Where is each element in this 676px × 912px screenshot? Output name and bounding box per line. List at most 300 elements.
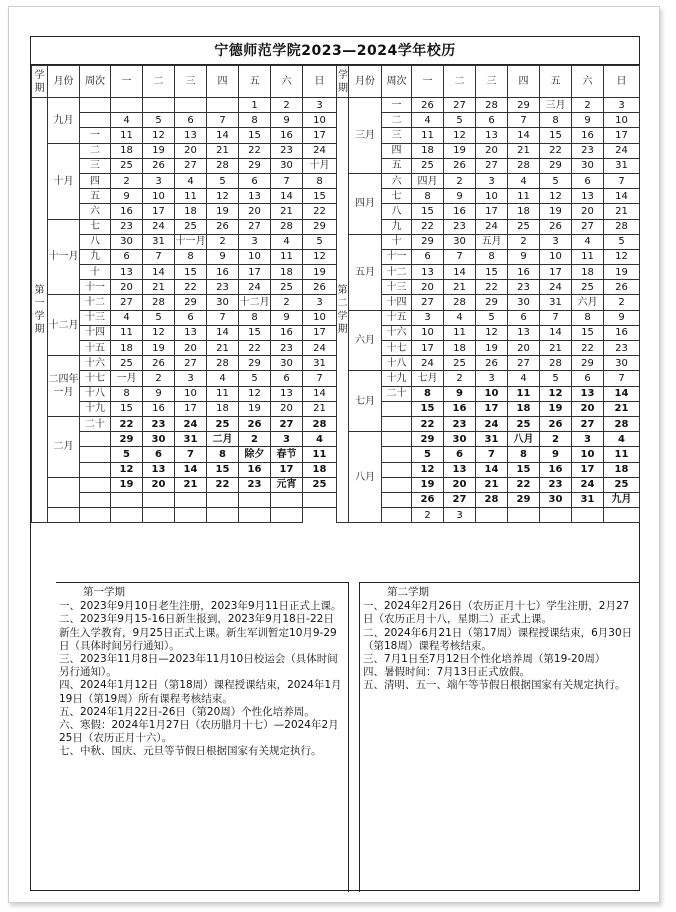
- date-cell: 4: [111, 310, 143, 325]
- date-cell: 12: [207, 189, 239, 204]
- date-cell: 21: [604, 204, 640, 219]
- weekday-header: 一: [111, 66, 143, 98]
- date-cell: 13: [175, 325, 207, 340]
- week-row: [32, 477, 337, 492]
- date-cell: 18: [572, 265, 604, 280]
- week-row: [337, 386, 640, 401]
- date-cell: 27: [239, 219, 271, 234]
- date-cell: 9: [111, 189, 143, 204]
- date-cell: 14: [540, 325, 572, 340]
- date-cell: 7: [271, 173, 303, 188]
- date-cell: 6: [444, 447, 476, 462]
- week-number-cell: 十九: [382, 371, 412, 386]
- date-cell: 4: [508, 173, 540, 188]
- month-header: 月份: [349, 66, 382, 98]
- date-cell: 25: [572, 280, 604, 295]
- date-cell: [572, 508, 604, 523]
- date-cell: 二月: [207, 432, 239, 447]
- date-cell: 10: [239, 249, 271, 264]
- date-cell: 24: [303, 341, 337, 356]
- date-cell: 八月: [508, 432, 540, 447]
- date-cell: 4: [572, 234, 604, 249]
- date-cell: 一月: [111, 371, 143, 386]
- date-cell: 21: [175, 477, 207, 492]
- date-cell: 18: [111, 143, 143, 158]
- date-cell: 18: [444, 341, 476, 356]
- note-item: 七、中秋、国庆、元旦等节假日根据国家有关规定执行。: [59, 745, 322, 758]
- date-cell: 18: [604, 462, 640, 477]
- header-row: [337, 66, 640, 98]
- date-cell: 19: [444, 143, 476, 158]
- date-cell: 15: [412, 401, 444, 416]
- date-cell: 2: [271, 295, 303, 310]
- note-item: 三、2023年11月8日—2023年11月10日校运会（具体时间另行通知）。: [59, 653, 338, 679]
- note-item: 二、2024年6月21日（第17周）课程授课结束，6月30日（第18周）课程考核结束。: [363, 626, 633, 652]
- date-cell: [207, 508, 239, 523]
- date-cell: 3: [476, 173, 508, 188]
- date-cell: 30: [143, 432, 175, 447]
- date-cell: [143, 508, 175, 523]
- date-cell: 25: [111, 356, 143, 371]
- note-item: 五、2024年1月22日-26日（第20周）个性化培养周。: [59, 705, 315, 718]
- date-cell: 22: [111, 416, 143, 431]
- date-cell: [271, 492, 303, 507]
- date-cell: 18: [175, 204, 207, 219]
- date-cell: [508, 508, 540, 523]
- date-cell: [239, 492, 271, 507]
- date-cell: 除夕: [239, 447, 271, 462]
- date-cell: 5: [143, 310, 175, 325]
- date-cell: 27: [412, 295, 444, 310]
- date-cell: 14: [604, 386, 640, 401]
- week-number-cell: [48, 508, 80, 523]
- date-cell: 15: [239, 325, 271, 340]
- date-cell: 22: [207, 477, 239, 492]
- date-cell: 7: [604, 173, 640, 188]
- date-cell: 28: [476, 98, 508, 113]
- week-number-cell: 十三: [382, 280, 412, 295]
- date-cell: 29: [572, 356, 604, 371]
- week-number-cell: 九: [382, 219, 412, 234]
- week-number-cell: [80, 113, 111, 128]
- date-cell: 19: [540, 204, 572, 219]
- date-cell: 8: [412, 386, 444, 401]
- week-row: [32, 508, 337, 523]
- date-cell: 28: [143, 295, 175, 310]
- page-title: 宁德师范学院2023—2024学年校历: [31, 37, 639, 65]
- date-cell: 12: [111, 462, 143, 477]
- date-cell: [239, 508, 271, 523]
- date-cell: 三月: [540, 98, 572, 113]
- week-row: [337, 508, 640, 523]
- date-cell: 18: [412, 143, 444, 158]
- date-cell: 8: [412, 189, 444, 204]
- date-cell: 21: [508, 143, 540, 158]
- date-cell: 11: [604, 447, 640, 462]
- date-cell: 20: [476, 143, 508, 158]
- date-cell: 10: [476, 189, 508, 204]
- week-row: [337, 98, 640, 113]
- week-number-cell: 七: [80, 219, 111, 234]
- date-cell: 30: [271, 158, 303, 173]
- date-cell: 8: [303, 173, 337, 188]
- date-cell: 25: [303, 477, 337, 492]
- date-cell: [207, 492, 239, 507]
- date-cell: 20: [175, 143, 207, 158]
- date-cell: 15: [572, 325, 604, 340]
- week-number-cell: [80, 492, 111, 507]
- date-cell: 20: [508, 341, 540, 356]
- date-cell: 4: [444, 310, 476, 325]
- date-cell: 8: [111, 386, 143, 401]
- date-cell: 4: [604, 432, 640, 447]
- date-cell: 4: [175, 173, 207, 188]
- date-cell: 24: [604, 143, 640, 158]
- date-cell: 27: [508, 356, 540, 371]
- date-cell: 15: [540, 128, 572, 143]
- month-cell: 二四年一月: [48, 356, 80, 417]
- date-cell: 11: [271, 249, 303, 264]
- week-header: 周次: [80, 66, 111, 98]
- date-cell: 25: [111, 158, 143, 173]
- date-cell: 28: [271, 219, 303, 234]
- date-cell: 23: [444, 219, 476, 234]
- date-cell: 12: [239, 386, 271, 401]
- week-row: [337, 219, 640, 234]
- week-row: [337, 158, 640, 173]
- weekday-header: 五: [540, 66, 572, 98]
- date-cell: 11: [444, 325, 476, 340]
- week-number-cell: 二: [382, 113, 412, 128]
- date-cell: 12: [412, 462, 444, 477]
- date-cell: 16: [239, 462, 271, 477]
- date-cell: 9: [207, 249, 239, 264]
- date-cell: 六月: [572, 295, 604, 310]
- date-cell: 25: [604, 477, 640, 492]
- week-number-cell: 十八: [382, 356, 412, 371]
- date-cell: 27: [444, 98, 476, 113]
- date-cell: 28: [604, 219, 640, 234]
- date-cell: 16: [207, 265, 239, 280]
- date-cell: 29: [239, 356, 271, 371]
- week-number-cell: 十: [80, 265, 111, 280]
- date-cell: [111, 492, 143, 507]
- date-cell: 15: [111, 401, 143, 416]
- date-cell: 30: [508, 295, 540, 310]
- date-cell: 22: [412, 416, 444, 431]
- date-cell: 21: [604, 401, 640, 416]
- document-page: [8, 6, 660, 903]
- date-cell: 16: [572, 128, 604, 143]
- date-cell: 9: [271, 113, 303, 128]
- month-cell: 十二月: [48, 295, 80, 356]
- date-cell: 31: [303, 356, 337, 371]
- date-cell: 10: [572, 447, 604, 462]
- date-cell: 3: [303, 295, 337, 310]
- date-cell: [143, 98, 175, 113]
- week-row: [337, 477, 640, 492]
- date-cell: 16: [143, 401, 175, 416]
- date-cell: 13: [175, 128, 207, 143]
- week-number-cell: 十九: [80, 401, 111, 416]
- date-cell: 5: [111, 447, 143, 462]
- week-row: [32, 356, 337, 371]
- week-number-cell: 五: [382, 158, 412, 173]
- date-cell: 7: [476, 447, 508, 462]
- date-cell: 30: [572, 158, 604, 173]
- date-cell: 29: [303, 219, 337, 234]
- week-number-cell: 十一: [382, 249, 412, 264]
- date-cell: 8: [572, 310, 604, 325]
- date-cell: 22: [303, 204, 337, 219]
- date-cell: 15: [508, 462, 540, 477]
- date-cell: 3: [572, 432, 604, 447]
- date-cell: 21: [476, 477, 508, 492]
- date-cell: 14: [207, 325, 239, 340]
- week-number-cell: [382, 508, 412, 523]
- note-item: 六、寒假：2024年1月27日（农历腊月十七）—2024年2月25日（农历正月十六）。: [59, 719, 339, 745]
- date-cell: 3: [540, 234, 572, 249]
- date-cell: 13: [239, 189, 271, 204]
- date-cell: 3: [412, 310, 444, 325]
- date-cell: 19: [412, 477, 444, 492]
- week-number-cell: [80, 432, 111, 447]
- week-number-cell: 一: [382, 98, 412, 113]
- week-number-cell: [80, 462, 111, 477]
- week-row: [337, 128, 640, 143]
- week-number-cell: [382, 447, 412, 462]
- note-item: 三、7月1日至7月12日个性化培养周（第19-20周）: [363, 653, 606, 666]
- date-cell: 21: [207, 143, 239, 158]
- week-row: [337, 447, 640, 462]
- date-cell: 6: [271, 371, 303, 386]
- date-cell: 14: [444, 265, 476, 280]
- date-cell: 19: [143, 143, 175, 158]
- date-cell: 13: [508, 325, 540, 340]
- semester1-calendar-table: [31, 65, 337, 523]
- date-cell: 9: [444, 386, 476, 401]
- date-cell: 3: [239, 234, 271, 249]
- date-cell: [540, 508, 572, 523]
- week-number-cell: 六: [382, 173, 412, 188]
- date-cell: 19: [207, 204, 239, 219]
- week-number-cell: [382, 492, 412, 507]
- semester1-notes: [56, 582, 348, 892]
- date-cell: 14: [604, 189, 640, 204]
- month-cell: 十月: [48, 143, 80, 219]
- week-number-cell: 五: [80, 189, 111, 204]
- semester-header: 学期: [337, 66, 349, 98]
- date-cell: 25: [207, 416, 239, 431]
- date-cell: 30: [444, 234, 476, 249]
- date-cell: 11: [572, 249, 604, 264]
- date-cell: 19: [540, 401, 572, 416]
- date-cell: 20: [239, 204, 271, 219]
- date-cell: 7: [175, 447, 207, 462]
- date-cell: 19: [303, 265, 337, 280]
- date-cell: 27: [175, 158, 207, 173]
- week-row: [337, 204, 640, 219]
- date-cell: 6: [111, 249, 143, 264]
- week-number-cell: 八: [382, 204, 412, 219]
- date-cell: 5: [444, 113, 476, 128]
- week-row: [337, 189, 640, 204]
- date-cell: 29: [508, 98, 540, 113]
- week-row: [337, 356, 640, 371]
- date-cell: 25: [271, 280, 303, 295]
- week-row: [32, 219, 337, 234]
- date-cell: 七月: [412, 371, 444, 386]
- week-row: [337, 173, 640, 188]
- date-cell: 16: [271, 128, 303, 143]
- week-number-cell: 十四: [80, 325, 111, 340]
- weekday-header: 日: [303, 66, 337, 98]
- date-cell: 4: [508, 371, 540, 386]
- date-cell: 四月: [412, 173, 444, 188]
- date-cell: 2: [111, 173, 143, 188]
- week-number-cell: 二: [80, 143, 111, 158]
- week-number-cell: [80, 447, 111, 462]
- date-cell: 26: [412, 492, 444, 507]
- week-number-cell: 十二: [80, 295, 111, 310]
- date-cell: 26: [239, 416, 271, 431]
- date-cell: 25: [508, 219, 540, 234]
- date-cell: 3: [476, 371, 508, 386]
- date-cell: 23: [604, 341, 640, 356]
- date-cell: 28: [476, 492, 508, 507]
- date-cell: 11: [303, 447, 337, 462]
- month-cell: 四月: [349, 173, 382, 234]
- date-cell: 13: [444, 462, 476, 477]
- date-cell: 24: [540, 280, 572, 295]
- date-cell: 24: [303, 143, 337, 158]
- date-cell: [303, 492, 337, 507]
- date-cell: 20: [271, 401, 303, 416]
- date-cell: 6: [508, 310, 540, 325]
- date-cell: 23: [111, 219, 143, 234]
- week-number-cell: 十六: [80, 356, 111, 371]
- date-cell: 6: [572, 173, 604, 188]
- date-cell: 17: [476, 204, 508, 219]
- date-cell: 23: [271, 143, 303, 158]
- date-cell: 5: [540, 173, 572, 188]
- date-cell: 7: [604, 371, 640, 386]
- week-number-cell: 十一: [80, 280, 111, 295]
- week-row: [32, 295, 337, 310]
- date-cell: [476, 508, 508, 523]
- date-cell: 2: [143, 371, 175, 386]
- date-cell: 7: [143, 249, 175, 264]
- month-cell: 五月: [349, 234, 382, 310]
- date-cell: 11: [207, 386, 239, 401]
- week-number-cell: 二十: [80, 416, 111, 431]
- week-row: [337, 310, 640, 325]
- date-cell: [175, 508, 207, 523]
- date-cell: 22: [175, 280, 207, 295]
- date-cell: 2: [412, 508, 444, 523]
- date-cell: 十月: [303, 158, 337, 173]
- week-number-cell: [382, 416, 412, 431]
- date-cell: 27: [111, 295, 143, 310]
- date-cell: [604, 508, 640, 523]
- date-cell: 20: [412, 280, 444, 295]
- date-cell: 9: [508, 249, 540, 264]
- date-cell: [143, 492, 175, 507]
- date-cell: 26: [476, 356, 508, 371]
- date-cell: 3: [444, 508, 476, 523]
- date-cell: 27: [175, 356, 207, 371]
- month-cell: 二月: [48, 416, 80, 477]
- date-cell: 17: [540, 265, 572, 280]
- week-row: [337, 234, 640, 249]
- weekday-header: 五: [239, 66, 271, 98]
- date-cell: 31: [540, 295, 572, 310]
- date-cell: 17: [303, 325, 337, 340]
- date-cell: 5: [303, 234, 337, 249]
- date-cell: 27: [271, 416, 303, 431]
- date-cell: 28: [303, 416, 337, 431]
- date-cell: 28: [207, 158, 239, 173]
- date-cell: 九月: [604, 492, 640, 507]
- date-cell: 5: [239, 371, 271, 386]
- date-cell: 4: [111, 113, 143, 128]
- date-cell: 30: [271, 356, 303, 371]
- date-cell: 21: [540, 341, 572, 356]
- date-cell: [207, 98, 239, 113]
- date-cell: 12: [143, 325, 175, 340]
- semester-header: 学期: [32, 66, 48, 98]
- week-row: [337, 325, 640, 340]
- date-cell: 22: [239, 341, 271, 356]
- weekday-header: 四: [207, 66, 239, 98]
- week-number-cell: 三: [382, 128, 412, 143]
- date-cell: 26: [540, 219, 572, 234]
- date-cell: 17: [412, 341, 444, 356]
- note-item: 一、2024年2月26日（农历正月十七）学生注册，2月27日（农历正月十八，星期二）正式上课。: [363, 600, 630, 626]
- date-cell: 20: [444, 477, 476, 492]
- date-cell: 29: [412, 234, 444, 249]
- date-cell: [111, 508, 143, 523]
- week-number-cell: [382, 477, 412, 492]
- week-header: 周次: [382, 66, 412, 98]
- date-cell: [80, 508, 111, 523]
- semester-label: 第二学期: [337, 98, 349, 523]
- week-number-cell: 十: [382, 234, 412, 249]
- month-cell: 六月: [349, 310, 382, 371]
- date-cell: 元宵: [271, 477, 303, 492]
- week-row: [337, 143, 640, 158]
- week-row: [337, 280, 640, 295]
- date-cell: 23: [508, 280, 540, 295]
- date-cell: 26: [143, 158, 175, 173]
- date-cell: 9: [271, 310, 303, 325]
- date-cell: [175, 492, 207, 507]
- date-cell: 22: [572, 341, 604, 356]
- date-cell: 19: [111, 477, 143, 492]
- date-cell: 26: [303, 280, 337, 295]
- date-cell: 12: [143, 128, 175, 143]
- date-cell: 15: [412, 204, 444, 219]
- date-cell: 17: [271, 462, 303, 477]
- week-number-cell: 十七: [382, 341, 412, 356]
- date-cell: 12: [540, 189, 572, 204]
- date-cell: 12: [303, 249, 337, 264]
- date-cell: 30: [604, 356, 640, 371]
- date-cell: 11: [175, 189, 207, 204]
- date-cell: 17: [175, 401, 207, 416]
- date-cell: 25: [412, 158, 444, 173]
- date-cell: 22: [540, 143, 572, 158]
